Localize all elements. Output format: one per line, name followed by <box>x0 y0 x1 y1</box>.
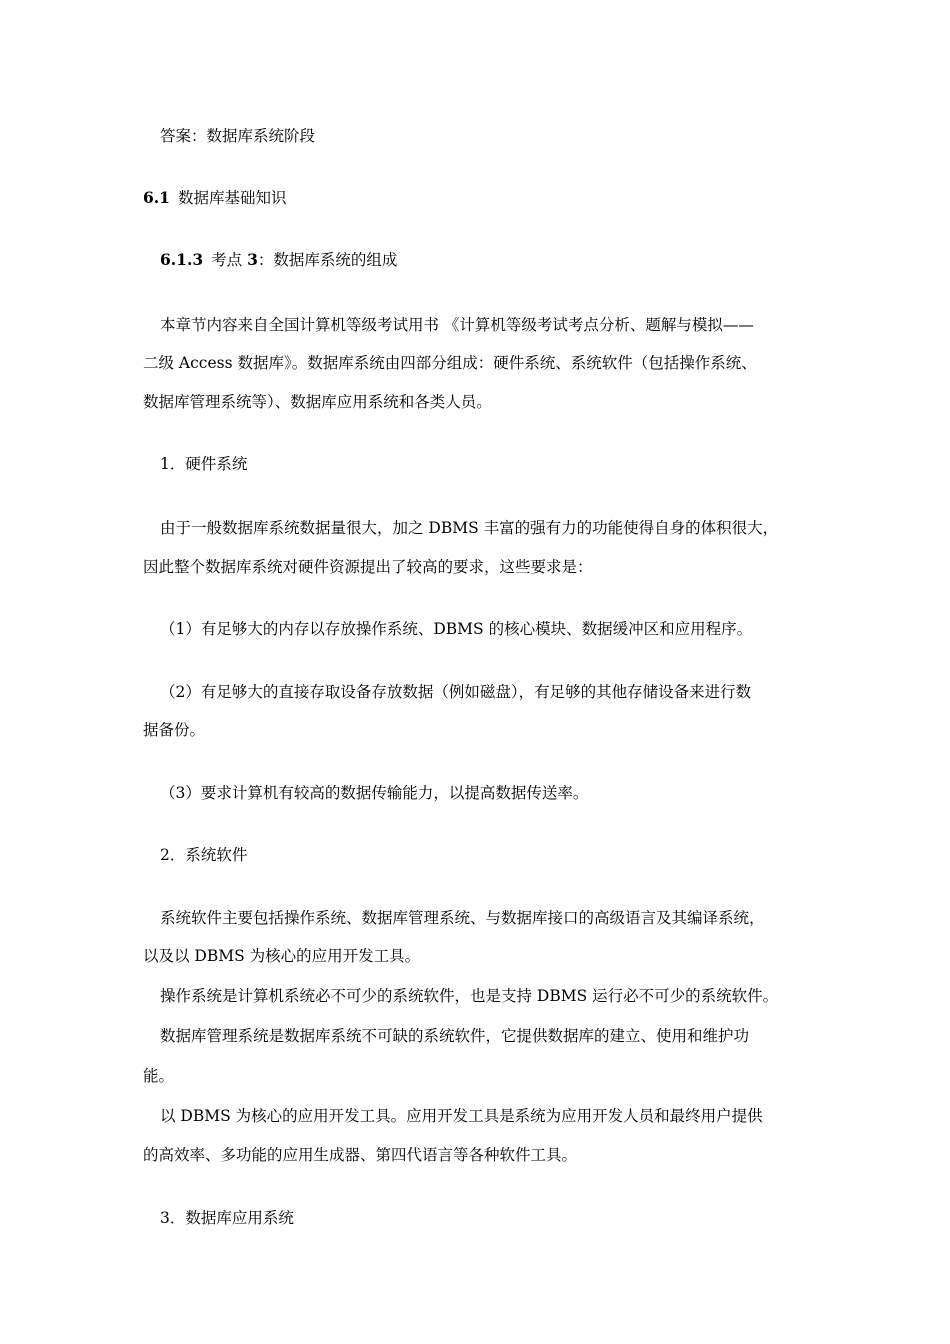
software-dbms-line-2: 能。 <box>143 1067 175 1085</box>
subsection-title: ：数据库系统的组成 <box>257 251 398 269</box>
hardware-item-2-line-1: （2）有足够大的直接存取设备存放数据（例如磁盘），有足够的其他存储设备来进行数 <box>160 683 752 701</box>
intro-line-2: 二级 Access 数据库》。数据库系统由四部分组成：硬件系统、系统软件（包括操作系统、 <box>143 354 757 372</box>
answer-line: 答案：数据库系统阶段 <box>160 127 316 145</box>
hardware-item-2-line-2: 据备份。 <box>143 721 206 739</box>
software-dbms-line-1: 数据库管理系统是数据库系统不可缺的系统软件，它提供数据库的建立、使用和维护功 <box>160 1027 750 1045</box>
software-para-line-2: 以及以 DBMS 为核心的应用开发工具。 <box>143 947 421 965</box>
software-para-line-1: 系统软件主要包括操作系统、数据库管理系统、与数据库接口的高级语言及其编译系统， <box>160 909 765 927</box>
subsection-number: 6.1.3 <box>160 251 204 269</box>
section-number: 6.1 <box>143 189 170 207</box>
application-heading: 3．数据库应用系统 <box>160 1209 294 1227</box>
hardware-item-3: （3）要求计算机有较高的数据传输能力，以提高数据传送率。 <box>160 784 589 802</box>
intro-line-3: 数据库管理系统等）、数据库应用系统和各类人员。 <box>143 393 492 411</box>
hardware-heading: 1．硬件系统 <box>160 455 248 473</box>
software-tools-line-2: 的高效率、多功能的应用生成器、第四代语言等各种软件工具。 <box>143 1146 578 1164</box>
software-heading: 2．系统软件 <box>160 846 248 864</box>
software-tools-line-1: 以 DBMS 为核心的应用开发工具。应用开发工具是系统为应用开发人员和最终用户提供 <box>160 1107 763 1125</box>
hardware-para-line-1: 由于一般数据库系统数据量很大，加之 DBMS 丰富的强有力的功能使得自身的体积很大， <box>160 519 779 537</box>
subsection-heading <box>160 251 813 269</box>
software-os-line: 操作系统是计算机系统必不可少的系统软件，也是支持 DBMS 运行必不可少的系统软件。 <box>160 987 779 1005</box>
hardware-para-line-2: 因此整个数据库系统对硬件资源提出了较高的要求，这些要求是： <box>143 558 593 576</box>
subsection-point-number: 3 <box>247 251 258 269</box>
hardware-item-1: （1）有足够大的内存以存放操作系统、DBMS 的核心模块、数据缓冲区和应用程序。 <box>160 620 753 638</box>
section-heading <box>143 189 813 207</box>
intro-line-1: 本章节内容来自全国计算机等级考试用书 《计算机等级考试考点分析、题解与模拟—— <box>160 316 754 334</box>
subsection-prefix: 考点 <box>211 251 248 269</box>
section-title: 数据库基础知识 <box>177 189 287 207</box>
